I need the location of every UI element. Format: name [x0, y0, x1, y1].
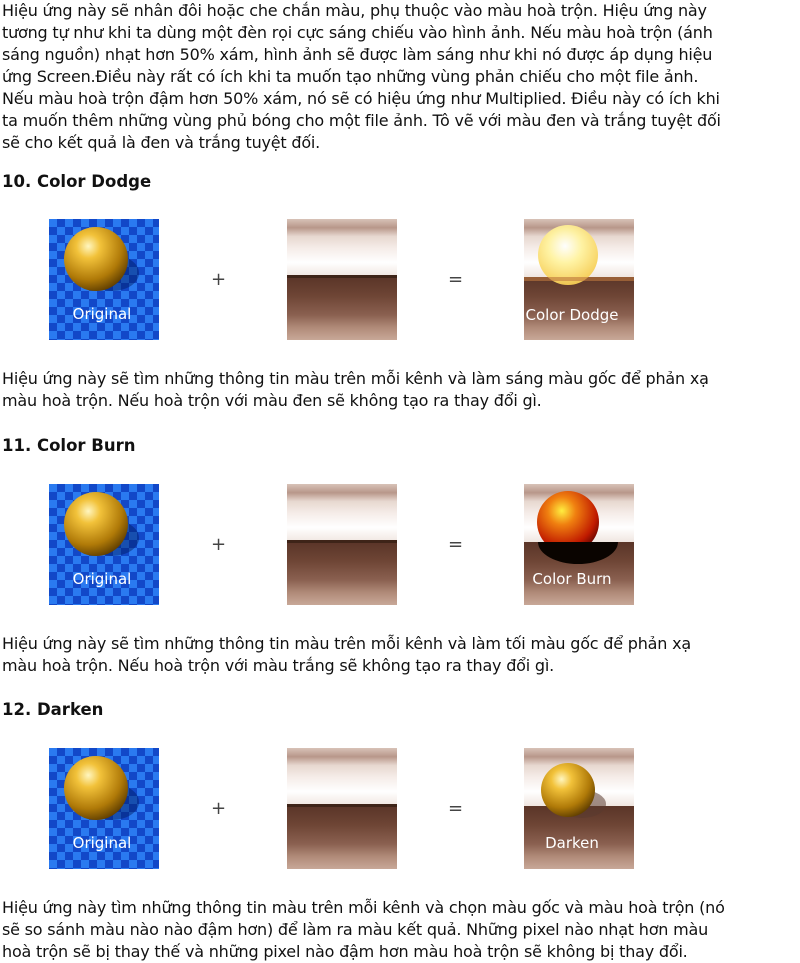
blend-image	[287, 484, 397, 605]
section-description-color-burn	[2, 633, 800, 677]
plus-operator: +	[211, 798, 227, 819]
blend-example-darken	[0, 748, 800, 869]
result-image-color-burn	[524, 484, 634, 605]
desc-line: màu hoà trộn. Nếu hoà trộn với màu trắng sẽ không tạo ra thay đổi gì.	[2, 656, 554, 675]
intro-line: Nếu màu hoà trộn đậm hơn 50% xám, nó sẽ có hiệu ứng như Multiplied. Điều này có ích khi	[2, 89, 720, 108]
intro-line: Hiệu ứng này sẽ nhân đôi hoặc che chắn màu, phụ thuộc vào màu hoà trộn. Hiệu ứng này	[2, 1, 707, 20]
desc-line: hoà trộn sẽ bị thay thế và những pixel nào đậm hơn màu hoà trộn sẽ không bị thay đổi.	[2, 942, 688, 961]
original-image	[49, 219, 159, 340]
blend-example-color-dodge	[0, 219, 800, 340]
plus-operator: +	[211, 534, 227, 555]
original-image	[49, 748, 159, 869]
equals-operator: =	[448, 534, 464, 555]
result-label: Darken	[545, 834, 599, 852]
intro-paragraph	[2, 0, 800, 154]
result-image-darken	[524, 748, 634, 869]
intro-line: ứng Screen.Điều này rất có ích khi ta muốn tạo những vùng phản chiếu cho một file ảnh.	[2, 67, 699, 86]
section-description-darken	[2, 897, 800, 963]
original-label: Original	[72, 570, 132, 588]
equals-operator: =	[448, 269, 464, 290]
plus-operator: +	[211, 269, 227, 290]
desc-line: Hiệu ứng này sẽ tìm những thông tin màu trên mỗi kênh và làm sáng màu gốc để phản xạ	[2, 369, 709, 388]
result-image-color-dodge	[524, 219, 634, 340]
section-description-color-dodge	[2, 368, 800, 412]
equals-operator: =	[448, 798, 464, 819]
desc-line: màu hoà trộn. Nếu hoà trộn với màu đen sẽ không tạo ra thay đổi gì.	[2, 391, 542, 410]
intro-line: sẽ cho kết quả là đen và trắng tuyệt đối.	[2, 133, 321, 152]
intro-line: tương tự như khi ta dùng một đèn rọi cực sáng chiếu vào hình ảnh. Nếu màu hoà trộn (ánh	[2, 23, 713, 42]
desc-line: sẽ so sánh màu nào nào đậm hơn) để làm ra màu kết quả. Những pixel nào nhạt hơn màu	[2, 920, 709, 939]
original-label: Original	[72, 305, 132, 323]
section-heading-darken: 12. Darken	[2, 700, 104, 719]
intro-line: sáng nguồn) nhạt hơn 50% xám, hình ảnh sẽ được làm sáng như khi nó được áp dụng hiệu	[2, 45, 713, 64]
intro-line: ta muốn thêm những vùng phủ bóng cho một file ảnh. Tô vẽ với màu đen và trắng tuyệt đối	[2, 111, 721, 130]
blend-example-color-burn	[0, 484, 800, 605]
section-heading-color-burn: 11. Color Burn	[2, 436, 136, 455]
result-label: Color Dodge	[525, 306, 619, 324]
original-label: Original	[72, 834, 132, 852]
section-heading-color-dodge: 10. Color Dodge	[2, 172, 152, 191]
desc-line: Hiệu ứng này tìm những thông tin màu trên mỗi kênh và chọn màu gốc và màu hoà trộn (nó	[2, 898, 725, 917]
result-label: Color Burn	[532, 570, 612, 588]
desc-line: Hiệu ứng này sẽ tìm những thông tin màu trên mỗi kênh và làm tối màu gốc để phản xạ	[2, 634, 691, 653]
blend-image	[287, 219, 397, 340]
original-image	[49, 484, 159, 605]
blend-image	[287, 748, 397, 869]
